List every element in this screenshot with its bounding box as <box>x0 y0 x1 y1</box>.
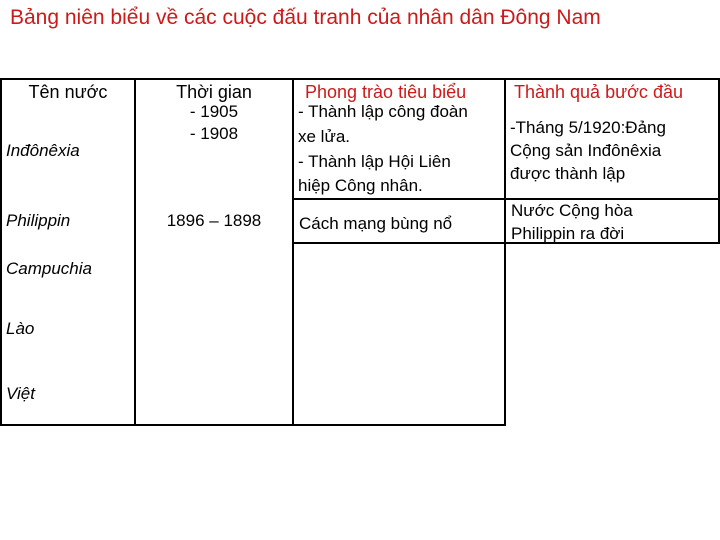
table-border-top <box>0 78 720 80</box>
movement-indonesia-4: hiệp Công nhân. <box>298 176 423 195</box>
result-philippines-1: Nước Cộng hòa <box>511 201 633 220</box>
time-indonesia-2: - 1908 <box>189 124 239 143</box>
header-time: Thời gian <box>176 82 252 102</box>
page-title: Bảng niên biểu về các cuộc đấu tranh của nhân dân Đông Nam <box>10 6 601 29</box>
row-divider <box>292 242 720 244</box>
time-philippines: 1896 – 1898 <box>166 211 262 230</box>
result-indonesia-1: -Tháng 5/1920:Đảng <box>510 118 666 137</box>
header-country: Tên nước <box>28 82 108 102</box>
result-indonesia-3: được thành lập <box>510 164 626 183</box>
chronology-table <box>0 78 720 426</box>
movement-indonesia-3: - Thành lập Hội Liên <box>298 152 451 171</box>
header-movement: Phong trào tiêu biểu <box>305 82 467 102</box>
country-vietnam: Việt <box>6 384 35 403</box>
country-indonesia: Inđônêxia <box>6 141 80 160</box>
movement-indonesia-1: - Thành lập công đoàn <box>298 102 468 121</box>
result-indonesia-2: Cộng sản Inđônêxia <box>510 141 662 160</box>
table-border-bottom <box>0 424 506 426</box>
header-result: Thành quả bước đầu <box>514 82 683 102</box>
time-indonesia-1: - 1905 <box>189 102 239 121</box>
column-divider <box>504 78 506 426</box>
row-divider <box>292 198 720 200</box>
movement-philippines: Cách mạng bùng nổ <box>299 214 453 233</box>
table-border-left <box>0 78 2 426</box>
column-divider <box>292 78 294 426</box>
movement-indonesia-2: xe lửa. <box>298 127 351 146</box>
result-philippines-2: Philippin ra đời <box>511 224 625 243</box>
country-cambodia: Campuchia <box>6 259 92 278</box>
country-philippines: Philippin <box>6 211 71 230</box>
country-laos: Lào <box>6 319 35 338</box>
